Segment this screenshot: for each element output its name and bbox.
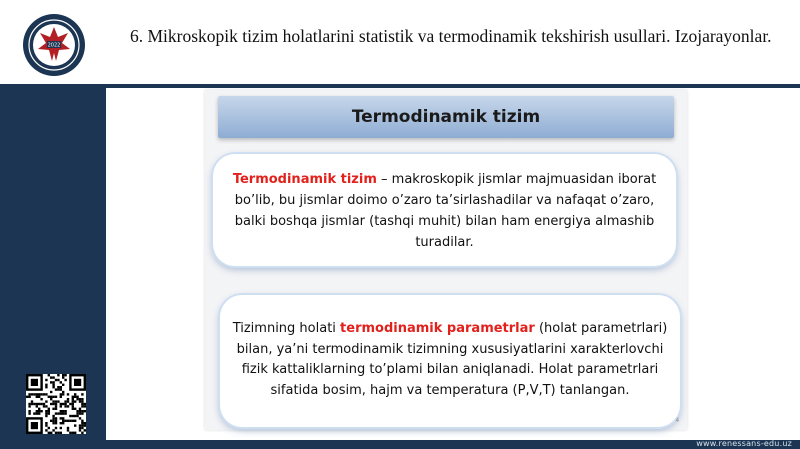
- footer-url[interactable]: www.renessans-edu.uz: [696, 439, 792, 448]
- qr-code: [26, 374, 86, 434]
- parameters-text-after: (holat parametrlari) bilan, ya’ni termodinamik tizimning xususiyatlarini xarakterlovchi fizik kattaliklarning to’plami bilan aniqlanadi. Holat parametrlari sifatida bosim, hajm va temperatura (P,V,T) tanlangan.: [236, 321, 668, 398]
- phoenix-emblem-icon: [22, 13, 86, 77]
- definition-card: [213, 154, 676, 266]
- definition-term: Termodinamik tizim: [232, 172, 377, 187]
- slide-heading: Termodinamik tizim: [351, 107, 541, 127]
- header-divider: [0, 84, 800, 88]
- slide-heading-bar: [218, 96, 674, 138]
- logo-year: 2022: [47, 42, 61, 49]
- parameters-term: termodinamik parametrlar: [340, 321, 535, 336]
- parameters-card: [220, 295, 680, 427]
- parameters-text-before: Tizimning holati: [232, 321, 341, 336]
- page-header: [0, 0, 800, 86]
- slide-page-number: 4: [675, 418, 679, 424]
- footer-band: [0, 440, 800, 449]
- definition-text: – makroskopik jismlar majmuasidan iborat bo’lib, bu jismlar doimo o’zaro ta’sirlashadilar va nafaqat o’zaro, balki boshqa jismlar (tashqi muhit) bilan ham energiya almashib turadilar.: [234, 172, 657, 250]
- page-title: 6. Mikroskopik tizim holatlarini statistik va termodinamik tekshirish usullari. Izojarayonlar.: [130, 26, 772, 46]
- qr-code-icon: [26, 374, 86, 434]
- university-logo: [22, 13, 86, 77]
- slide: [205, 90, 687, 430]
